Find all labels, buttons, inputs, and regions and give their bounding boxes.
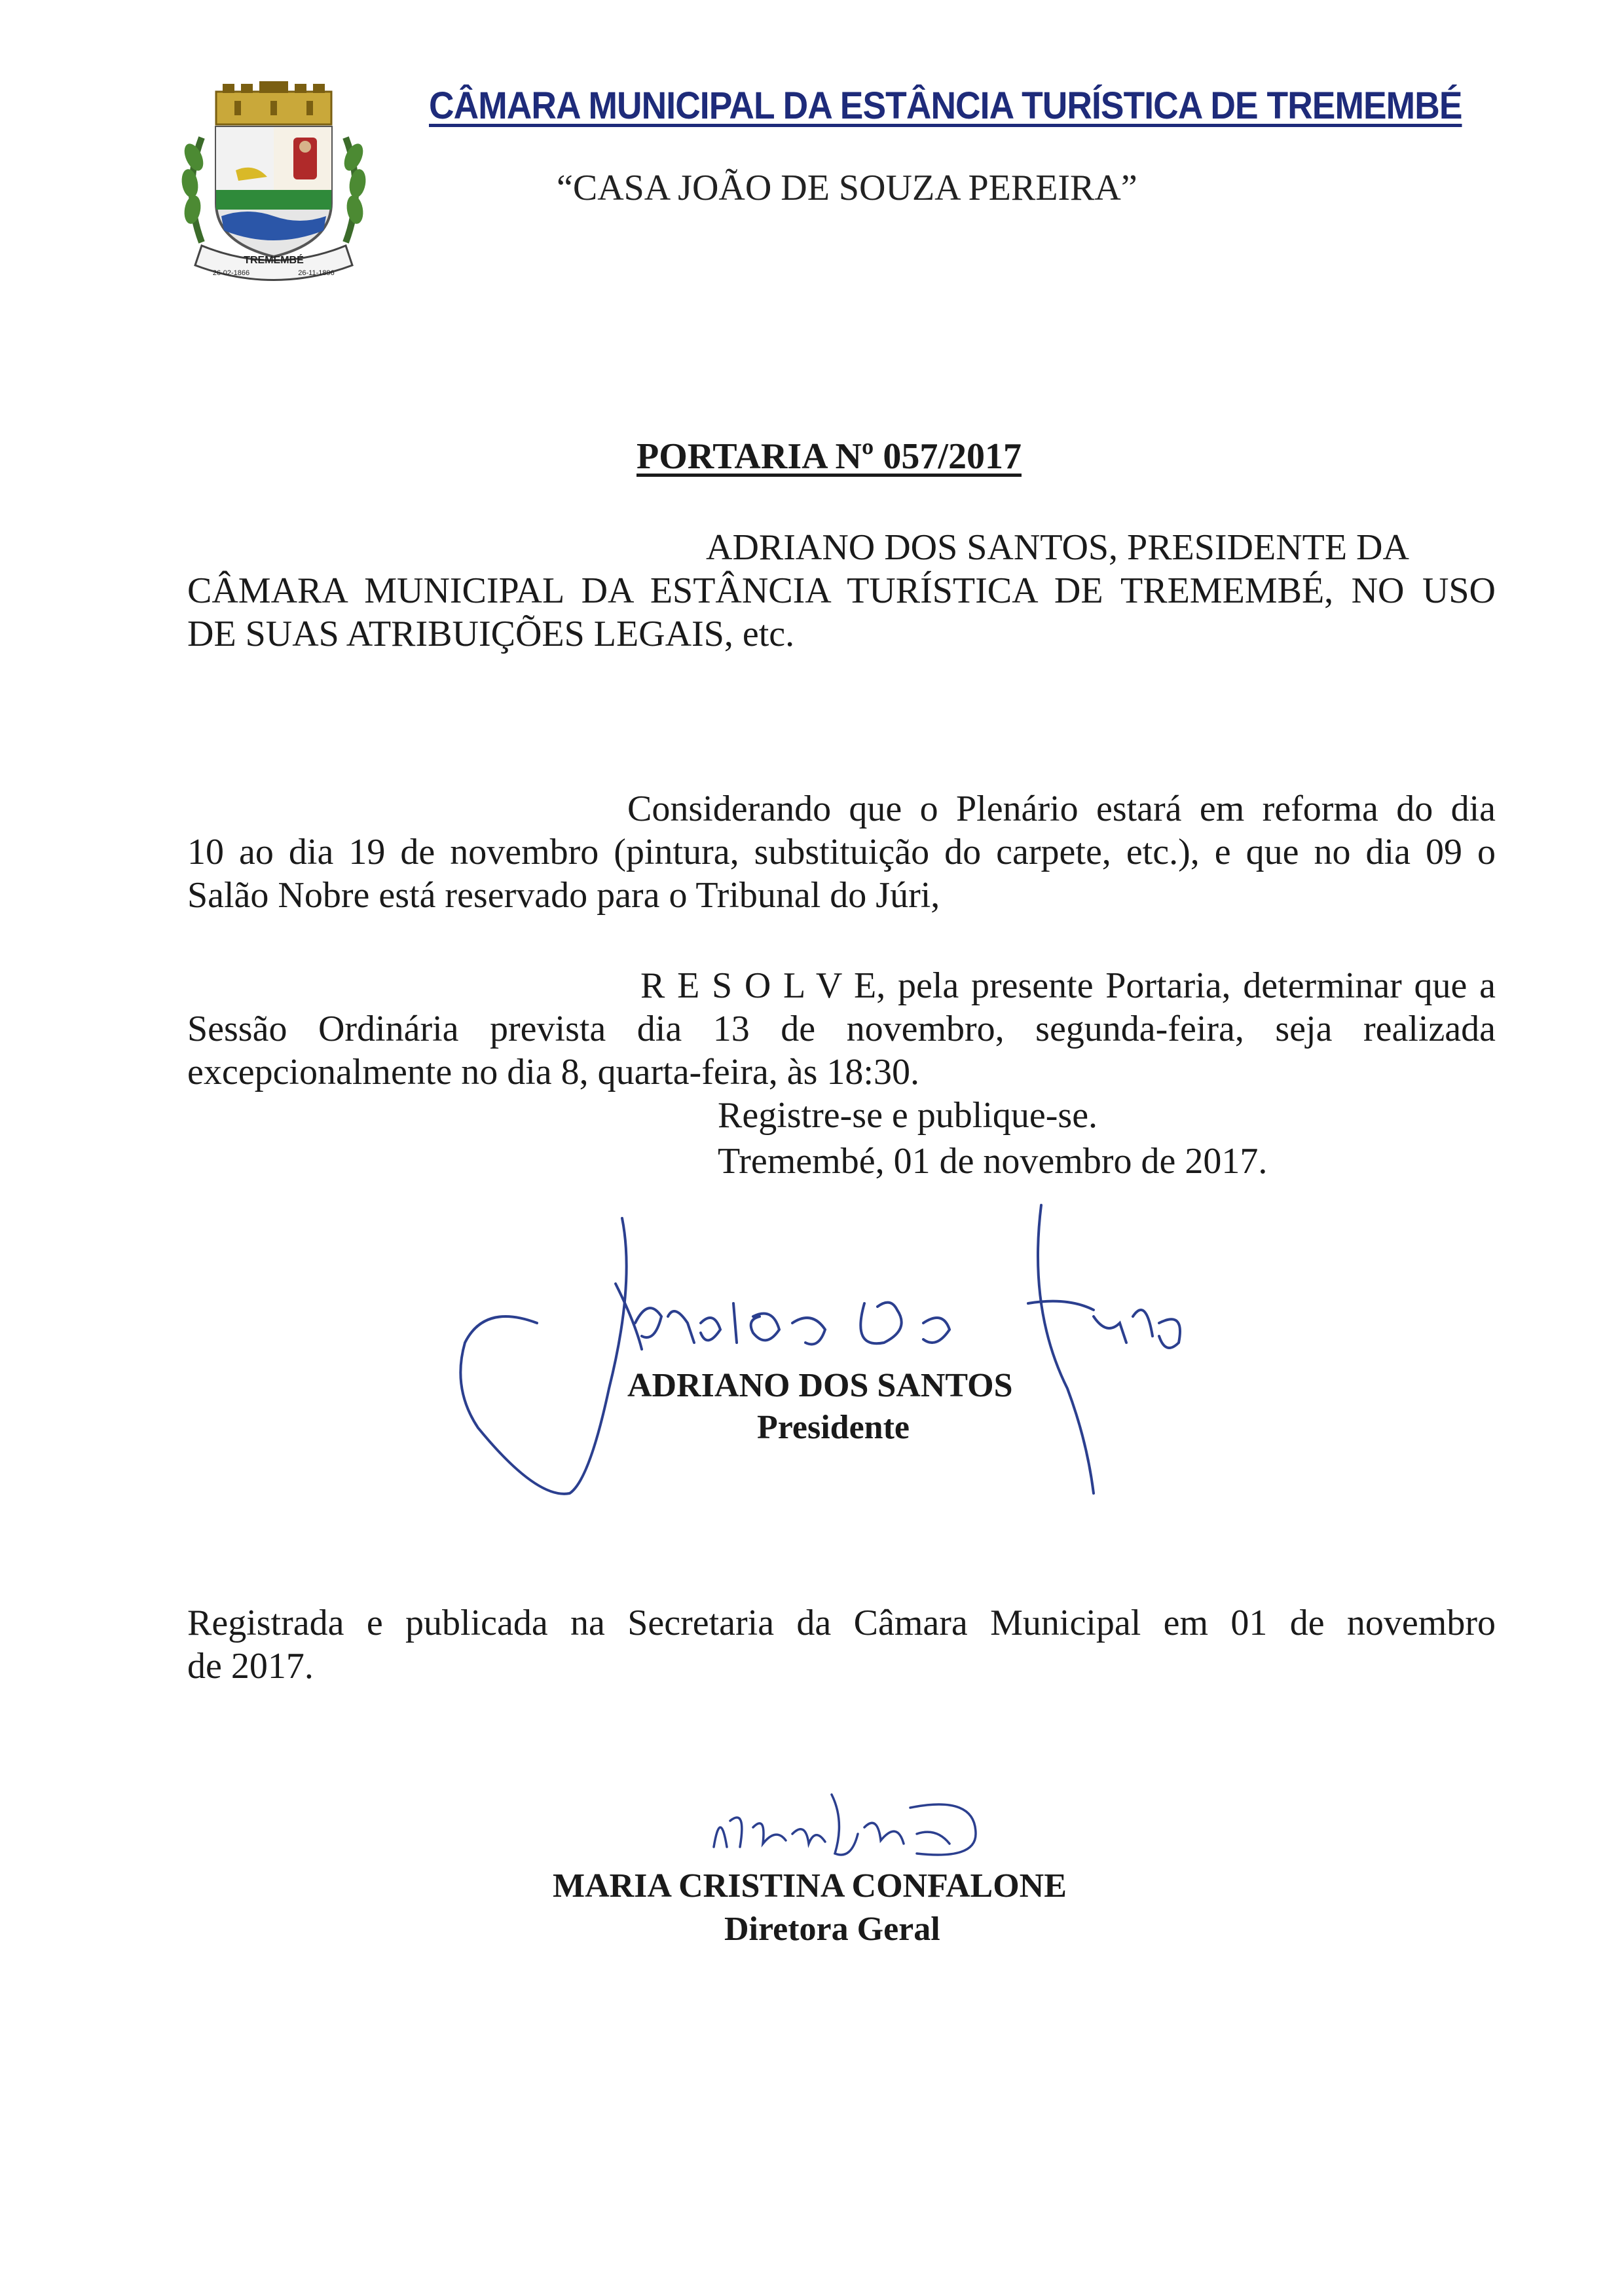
intro-line-1: ADRIANO DOS SANTOS, PRESIDENTE DA xyxy=(706,527,1409,568)
president-signature xyxy=(439,1192,1198,1510)
signer2-role: Diretora Geral xyxy=(724,1911,940,1948)
place-date-line: Tremembé, 01 de novembro de 2017. xyxy=(718,1141,1268,1182)
chamber-title: CÂMARA MUNICIPAL DA ESTÂNCIA TURÍSTICA DE TREMEMBÉ xyxy=(429,84,1462,127)
director-signature xyxy=(701,1781,989,1876)
resolve-line-1: R E S O L V E, pela presente Portaria, determinar que a xyxy=(640,965,1496,1006)
document-title: PORTARIA Nº 057/2017 xyxy=(637,436,1022,477)
svg-text:26-02-1866: 26-02-1866 xyxy=(212,269,250,277)
resolve-line-3: excepcionalmente no dia 8, quarta-feira, às 18:30. xyxy=(187,1052,919,1092)
svg-text:TREMEMBÉ: TREMEMBÉ xyxy=(244,255,304,266)
intro-line-2: CÂMARA MUNICIPAL DA ESTÂNCIA TURÍSTICA DE TREMEMBÉ, NO USO xyxy=(187,570,1496,611)
register-line: Registre-se e publique-se. xyxy=(718,1095,1098,1136)
resolve-line-2: Sessão Ordinária prevista dia 13 de novembro, segunda-feira, seja realizada xyxy=(187,1009,1496,1049)
signer2-name: MARIA CRISTINA CONFALONE xyxy=(553,1867,1067,1905)
published-line-1: Registrada e publicada na Secretaria da Câmara Municipal em 01 de novembro xyxy=(187,1603,1496,1643)
consider-line-3: Salão Nobre está reservado para o Tribunal do Júri, xyxy=(187,875,940,916)
consider-line-2: 10 ao dia 19 de novembro (pintura, substituição do carpete, etc.), e que no dia 09 o xyxy=(187,832,1496,872)
signer1-role: Presidente xyxy=(757,1409,910,1446)
chamber-subtitle: “CASA JOÃO DE SOUZA PEREIRA” xyxy=(557,168,1137,208)
municipal-crest xyxy=(175,79,372,291)
intro-line-3: DE SUAS ATRIBUIÇÕES LEGAIS, etc. xyxy=(187,614,795,654)
consider-line-1: Considerando que o Plenário estará em reforma do dia xyxy=(627,789,1496,829)
signer1-name: ADRIANO DOS SANTOS xyxy=(627,1367,1013,1404)
svg-text:26-11-1896: 26-11-1896 xyxy=(298,269,335,277)
published-line-2: de 2017. xyxy=(187,1646,314,1687)
